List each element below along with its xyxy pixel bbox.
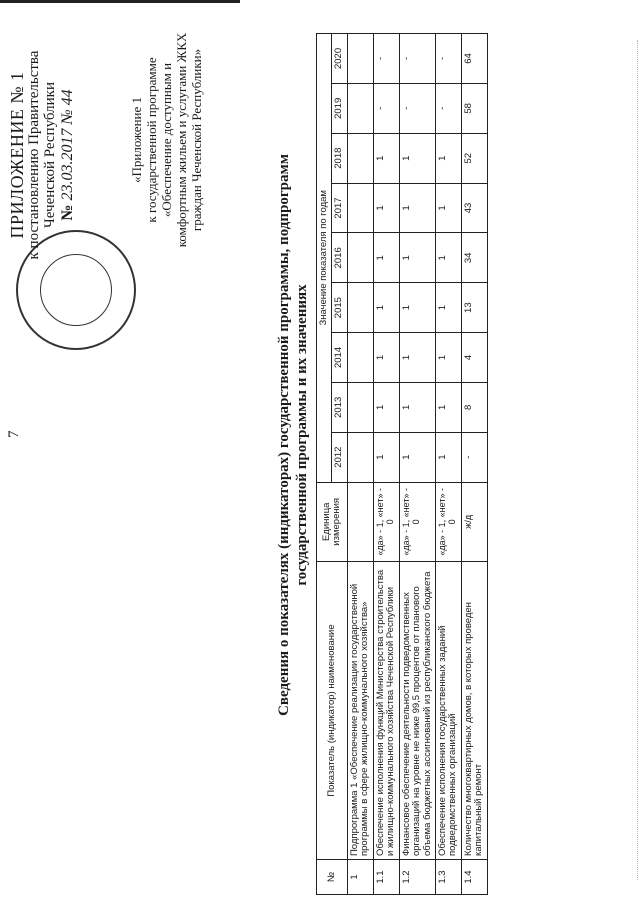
row-value bbox=[347, 133, 373, 183]
row-num: 1.2 bbox=[399, 860, 435, 895]
row-value bbox=[347, 34, 373, 84]
row-num: 1.3 bbox=[435, 860, 461, 895]
row-value: 8 bbox=[461, 382, 487, 432]
row-value: 1 bbox=[399, 382, 435, 432]
row-num: 1 bbox=[347, 860, 373, 895]
indicators-table bbox=[316, 33, 488, 895]
row-value: 1 bbox=[373, 382, 399, 432]
header-unit: Единица измерения bbox=[317, 482, 348, 562]
row-value: 1 bbox=[435, 283, 461, 333]
row-value bbox=[347, 382, 373, 432]
document-subtitle: государственной программы и их значениях bbox=[294, 284, 310, 586]
header-year: 2019 bbox=[332, 83, 347, 133]
row-value: 1 bbox=[435, 133, 461, 183]
row-value: 64 bbox=[461, 34, 487, 84]
row-value: 13 bbox=[461, 283, 487, 333]
row-value: 1 bbox=[435, 333, 461, 383]
row-unit: «да» - 1, «нет» - 0 bbox=[399, 482, 435, 562]
row-name: Количество многоквартирных домов, в которых проведен капитальный ремонт bbox=[461, 562, 487, 860]
appendix-block bbox=[8, 5, 77, 305]
row-value: 52 bbox=[461, 133, 487, 183]
row-value: 1 bbox=[373, 432, 399, 482]
row-value bbox=[347, 183, 373, 233]
row-num: 1.4 bbox=[461, 860, 487, 895]
row-value: 1 bbox=[435, 183, 461, 233]
row-value: 34 bbox=[461, 233, 487, 283]
row-value: 1 bbox=[373, 133, 399, 183]
decree-label: № bbox=[59, 204, 77, 221]
header-year: 2018 bbox=[332, 133, 347, 183]
row-value: 58 bbox=[461, 83, 487, 133]
row-value: 1 bbox=[373, 233, 399, 283]
row-name: Финансовое обеспечение деятельности подведомственных организаций на уровне не ниже 99,5 процентов от планового объема бюджетных ассигнований из республиканского бюджета bbox=[399, 562, 435, 860]
row-value: 1 bbox=[399, 233, 435, 283]
row-value: - bbox=[373, 83, 399, 133]
decree-date: 23.03.2017 bbox=[59, 128, 77, 201]
table-row bbox=[461, 34, 487, 895]
table-row bbox=[435, 34, 461, 895]
annex-ref-line-2: к государственной программе bbox=[143, 57, 159, 223]
row-value: 4 bbox=[461, 333, 487, 383]
row-value: 1 bbox=[373, 283, 399, 333]
row-value: - bbox=[399, 83, 435, 133]
row-value: - bbox=[373, 34, 399, 84]
row-value bbox=[347, 432, 373, 482]
row-value: 1 bbox=[373, 333, 399, 383]
row-value: 1 bbox=[373, 183, 399, 233]
table-row bbox=[399, 34, 435, 895]
header-year: 2020 bbox=[332, 34, 347, 84]
row-value: 1 bbox=[399, 133, 435, 183]
row-value: 1 bbox=[399, 432, 435, 482]
decree-sep: № bbox=[59, 109, 77, 125]
row-unit: «да» - 1, «нет» - 0 bbox=[435, 482, 461, 562]
row-value: 1 bbox=[399, 283, 435, 333]
row-value bbox=[347, 233, 373, 283]
row-value: - bbox=[435, 83, 461, 133]
row-name: Подпрограмма 1 «Обеспечение реализации государственной программы в сфере жилищно-коммунального хозяйства» bbox=[347, 562, 373, 860]
header-values-group: Значение показателя по годам bbox=[317, 34, 332, 483]
header-name: Показатель (индикатор) наименование bbox=[317, 562, 348, 860]
row-num: 1.1 bbox=[373, 860, 399, 895]
decree-number bbox=[60, 5, 77, 305]
decree-num: 44 bbox=[59, 89, 77, 106]
row-value: - bbox=[435, 34, 461, 84]
annex-ref-line-1: «Приложение 1 bbox=[129, 96, 144, 184]
table-row bbox=[347, 34, 373, 895]
header-year: 2013 bbox=[332, 382, 347, 432]
row-name: Обеспечение исполнения государственных заданий подведомственных организаций bbox=[435, 562, 461, 860]
row-value bbox=[347, 83, 373, 133]
header-year: 2017 bbox=[332, 183, 347, 233]
appendix-line-1: к постановлению Правительства bbox=[25, 50, 42, 260]
page-number: 7 bbox=[6, 430, 22, 438]
row-unit bbox=[347, 482, 373, 562]
row-value: 1 bbox=[435, 382, 461, 432]
row-unit: ж/д bbox=[461, 482, 487, 562]
appendix-line-2: Чеченской Республики bbox=[41, 82, 58, 228]
row-value: - bbox=[399, 34, 435, 84]
row-value: 1 bbox=[399, 333, 435, 383]
annex-reference bbox=[130, 15, 205, 265]
header-num: № bbox=[317, 860, 348, 895]
row-value: 43 bbox=[461, 183, 487, 233]
annex-ref-line-4: комфортным жильем и услугами ЖКХ bbox=[173, 32, 189, 248]
table-row bbox=[373, 34, 399, 895]
header-year: 2015 bbox=[332, 283, 347, 333]
row-value bbox=[347, 333, 373, 383]
row-value: - bbox=[461, 432, 487, 482]
row-value: 1 bbox=[435, 233, 461, 283]
row-unit: «да» - 1, «нет» - 0 bbox=[373, 482, 399, 562]
header-year: 2014 bbox=[332, 333, 347, 383]
header-row-1 bbox=[317, 34, 332, 895]
header-year: 2016 bbox=[332, 233, 347, 283]
row-value bbox=[347, 283, 373, 333]
annex-ref-line-3: «Обеспечение доступным и bbox=[158, 62, 174, 218]
document-title: Сведения о показателях (индикаторах) государственной программы, подпрограмм bbox=[276, 154, 292, 716]
row-name: Обеспечение исполнения функций Министерства строительства и жилищно-коммунального хозяйства Чеченской Республики bbox=[373, 562, 399, 860]
row-value: 1 bbox=[399, 183, 435, 233]
appendix-title: ПРИЛОЖЕНИЕ № 1 bbox=[7, 71, 27, 239]
row-value: 1 bbox=[435, 432, 461, 482]
annex-ref-line-5: граждан Чеченской Республики» bbox=[188, 48, 204, 232]
header-year: 2012 bbox=[332, 432, 347, 482]
